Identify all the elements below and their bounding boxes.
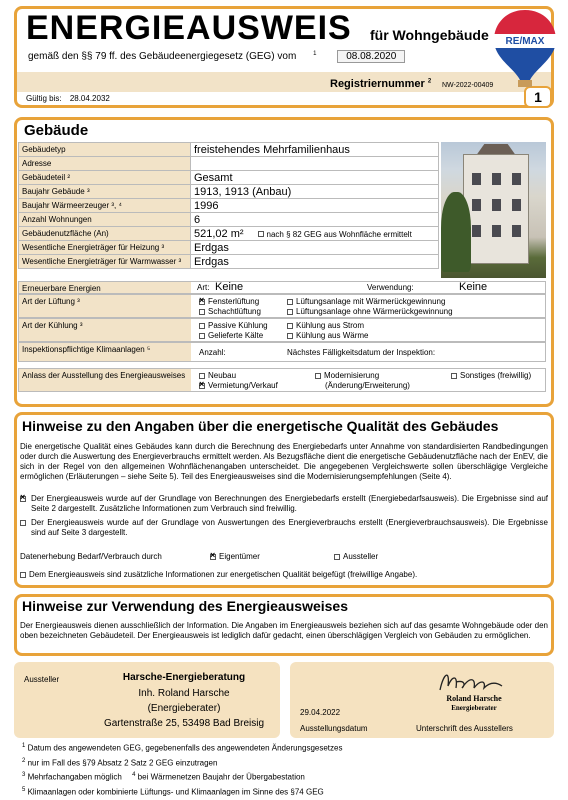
lueftung-option (287, 307, 453, 316)
footnote (22, 740, 342, 755)
option-label: Lüftungsanlage ohne Wärmerückgewinnung (296, 307, 453, 316)
issue-date-label: Ausstellungsdatum (300, 724, 368, 733)
geg-footnote-ref: 1 (313, 50, 317, 57)
kuehlung-option (287, 321, 364, 330)
checkbox-checked-icon (20, 496, 26, 502)
nutzflaeche-extra (258, 230, 412, 239)
option-label: Lüftungsanlage mit Wärmerückgewinnung (296, 297, 446, 306)
document-title: ENERGIEAUSWEIS (26, 9, 352, 47)
erneuerbar-label: Erneuerbare Energien (19, 282, 191, 293)
row-value: 1996 (191, 199, 439, 213)
row-value: 6 (191, 213, 439, 227)
aussteller-address: Gartenstraße 25, 53498 Bad Breisig (103, 718, 265, 729)
footnote-number: 5 (22, 786, 26, 793)
zusatz-info (20, 570, 417, 579)
kuehlung-option (199, 321, 268, 330)
registration-number: NW-2022-00409 (442, 82, 494, 89)
gebaeude-table (18, 142, 439, 269)
checkbox-icon (199, 333, 205, 339)
checkbox-icon (451, 373, 457, 379)
option-label: Neubau (208, 371, 237, 380)
geg-date: 08.08.2020 (337, 50, 405, 63)
footnote (22, 769, 342, 784)
option-label: Schachtlüftung (208, 307, 261, 316)
nutzflaeche-value: 521,02 m² (194, 227, 244, 240)
erneuerbar-art-label: Art: (197, 283, 210, 292)
option-verbrauchsausweis-text: Der Energieausweis wurde auf der Grundlage von Auswertungen des Energieverbrauchs erstellt (Energieverbrauchsausweis). Die Ergebnisse sind auf Seite 3 dargestellt. (31, 518, 548, 537)
lueftung-label: Art der Lüftung ³ (19, 295, 191, 317)
row-value: Erdgas (191, 255, 439, 269)
aussteller-name: Harsche-Energieberatung (122, 672, 246, 683)
document-subtitle: für Wohngebäude (370, 27, 489, 43)
table-row (19, 241, 439, 255)
remax-balloon-logo (492, 8, 558, 88)
hinweise-verwendung-title: Hinweise zur Verwendung des Energieausweises (22, 598, 349, 614)
photo-tree (441, 192, 471, 272)
footnote (22, 755, 342, 770)
geg-line (28, 50, 405, 63)
aussteller-role: (Energieberater) (147, 703, 221, 714)
footnote-number: 4 (132, 772, 136, 779)
anlass-option (315, 371, 379, 380)
table-row (19, 199, 439, 213)
footnote-number: 2 (22, 757, 26, 764)
kuehlung-option (199, 331, 263, 340)
option-label: Kühlung aus Wärme (296, 331, 369, 340)
row-label: Wesentliche Energieträger für Warmwasser ³ (19, 255, 191, 269)
aussteller-label: Aussteller (24, 675, 60, 684)
building-photo (441, 142, 546, 278)
geg-text: gemäß den §§ 79 ff. des Gebäudeenergiegesetz (GEG) vom (28, 51, 297, 62)
handwritten-signature (436, 668, 508, 696)
page-number-badge: 1 (524, 86, 552, 108)
table-row (19, 171, 439, 185)
anlass-option-note: (Änderung/Erweiterung) (325, 381, 410, 390)
row-value: freistehendes Mehrfamilienhaus (191, 143, 439, 157)
option-label: Sonstiges (freiwillig) (460, 371, 532, 380)
checkbox-icon (315, 373, 321, 379)
klima-anzahl: Anzahl: (199, 348, 226, 357)
klima-faellig: Nächstes Fälligkeitsdatum der Inspektion: (287, 348, 436, 357)
stamp-role: Energieberater (451, 704, 497, 712)
nutzflaeche-extra-text: nach § 82 GEG aus Wohnfläche ermittelt (266, 229, 412, 239)
table-row (19, 213, 439, 227)
erneuerbar-row (18, 281, 546, 294)
hinweise-qualitaet-text: Die energetische Qualität eines Gebäudes kann durch die Berechnung des Energiebedarfs unter Annahme von standardisierten Randbedingungen oder durch die Auswertung des Energieverbrauchs ermittelt werden. Als Bezugsfläche dient die energetische Gebäudenutzfläche nach der EnEV, die sich in der Regel von den allgemeinen Wohnflächenangaben unterscheidet. Die angegebenen Vergleichswerte sollen überschlägige Vergleiche ermöglichen (Erläuterungen – siehe Seite 5). Teil des Energieausweises sind die Modernisierungsempfehlungen (Seite 4). (20, 442, 548, 481)
checkbox-icon (20, 572, 26, 578)
kuehlung-option (287, 331, 368, 340)
issue-date: 29.04.2022 (300, 708, 341, 717)
checkbox-checked-icon (199, 299, 205, 305)
footnote-number: 1 (22, 743, 26, 749)
row-label: Baujahr Gebäude ³ (19, 185, 191, 199)
footnote-text: nur im Fall des §79 Absatz 2 Satz 2 GEG einzutragen (27, 758, 218, 768)
option-bedarfsausweis (20, 494, 548, 514)
hinweise-qualitaet-title: Hinweise zu den Angaben über die energetische Qualität des Gebäudes (22, 418, 499, 434)
valid-label: Gültig bis: (26, 94, 62, 103)
option-label: Vermietung/Verkauf (208, 381, 278, 390)
stamp-name: Roland Harsche (446, 694, 502, 703)
checkbox-icon (199, 309, 205, 315)
registration-label-text: Registriernummer (330, 78, 425, 90)
footnote-text: Datum des angewendeten GEG, gegebenenfalls des angewendeten Änderungsgesetzes (27, 743, 343, 753)
footnotes (22, 740, 342, 799)
option-label: Gelieferte Kälte (208, 331, 264, 340)
checkbox-icon (287, 309, 293, 315)
erneuerbar-verwendung-label: Verwendung: (367, 283, 414, 292)
signature-label: Unterschrift des Ausstellers (416, 724, 513, 733)
row-label: Anzahl Wohnungen (19, 213, 191, 227)
checkbox-icon (334, 554, 340, 560)
checkbox-icon (287, 333, 293, 339)
anlass-option (199, 371, 236, 380)
row-label: Gebäudenutzfläche (An) (19, 227, 191, 241)
row-value (191, 227, 439, 241)
footnote (22, 784, 342, 799)
registration-label (330, 78, 431, 90)
checkbox-icon (20, 520, 26, 526)
datenerhebung-aussteller (334, 552, 378, 561)
kuehlung-label: Art der Kühlung ³ (19, 319, 191, 341)
klima-row (18, 342, 546, 362)
row-label: Wesentliche Energieträger für Heizung ³ (19, 241, 191, 255)
registration-footnote-ref: 2 (427, 78, 432, 85)
checkbox-icon (287, 323, 293, 329)
option-label: Passive Kühlung (208, 321, 268, 330)
table-row (19, 227, 439, 241)
option-label: Fensterlüftung (208, 297, 260, 306)
anlass-row (18, 368, 546, 392)
photo-house (463, 154, 529, 264)
anlass-option (199, 381, 278, 390)
valid-until (26, 94, 110, 103)
erneuerbar-art-value: Keine (215, 281, 244, 293)
option-label: Modernisierung (324, 371, 380, 380)
valid-date: 28.04.2032 (69, 94, 110, 103)
anlass-option (451, 371, 531, 380)
footnote-text: Mehrfachangaben möglich (27, 772, 122, 782)
table-row (19, 143, 439, 157)
option-label: Kühlung aus Strom (296, 321, 365, 330)
table-row (19, 255, 439, 269)
aussteller-text: Aussteller (343, 552, 379, 561)
eigentuemer-text: Eigentümer (219, 552, 260, 561)
option-bedarfsausweis-text: Der Energieausweis wurde auf der Grundlage von Berechnungen des Energiebedarfs erstellt (Energiebedarfsausweis). Die Ergebnisse sind auf Seite 2 dargestellt. Zusätzliche Informationen zum Verbrauch sind freiwillig. (31, 494, 548, 513)
erneuerbar-verwendung-value: Keine (459, 281, 488, 293)
klima-label: Inspektionspflichtige Klimaanlagen ⁵ (19, 343, 191, 361)
hinweise-verwendung-text: Der Energieausweis dienen ausschließlich der Information. Die Angaben im Energieausweis beziehen sich auf das gesamte Wohngebäude oder den oben bezeichneten Gebäudeteil. Der Energieausweis ist lediglich dafür gedacht, einen überschlägigen Vergleich von Gebäuden zu ermöglichen. (20, 621, 548, 640)
row-value: Erdgas (191, 241, 439, 255)
datenerhebung-label: Datenerhebung Bedarf/Verbrauch durch (20, 552, 162, 561)
row-label: Gebäudeteil ² (19, 171, 191, 185)
checkbox-icon (287, 299, 293, 305)
gebaeude-title: Gebäude (24, 122, 89, 139)
table-row (19, 157, 439, 171)
checkbox-icon (258, 231, 264, 237)
footnote-number: 3 (22, 772, 26, 779)
footnote-text: bei Wärmenetzen Baujahr der Übergabestation (137, 772, 305, 782)
lueftung-option (199, 297, 259, 306)
lueftung-option (199, 307, 261, 316)
kuehlung-row (18, 318, 546, 342)
table-row (19, 185, 439, 199)
datenerhebung-eigentuemer (210, 552, 260, 561)
row-value (191, 157, 439, 171)
row-label: Gebäudetyp (19, 143, 191, 157)
option-verbrauchsausweis (20, 518, 548, 538)
checkbox-checked-icon (210, 554, 216, 560)
logo-text: RE/MAX (505, 36, 545, 47)
row-label: Baujahr Wärmeerzeuger ³, ⁴ (19, 199, 191, 213)
zusatz-info-text: Dem Energieausweis sind zusätzliche Informationen zur energetischen Qualität beigefügt (freiwillige Angabe). (29, 570, 418, 579)
checkbox-checked-icon (199, 383, 205, 389)
footnote-text: Klimaanlagen oder kombinierte Lüftungs- und Klimaanlagen im Sinne des §74 GEG (27, 787, 324, 797)
row-value: Gesamt (191, 171, 439, 185)
row-value: 1913, 1913 (Anbau) (191, 185, 439, 199)
lueftung-option (287, 297, 445, 306)
aussteller-owner: Inh. Roland Harsche (138, 688, 230, 699)
checkbox-icon (199, 323, 205, 329)
lueftung-row (18, 294, 546, 318)
row-label: Adresse (19, 157, 191, 171)
anlass-label: Anlass der Ausstellung des Energieausweises (19, 369, 191, 391)
